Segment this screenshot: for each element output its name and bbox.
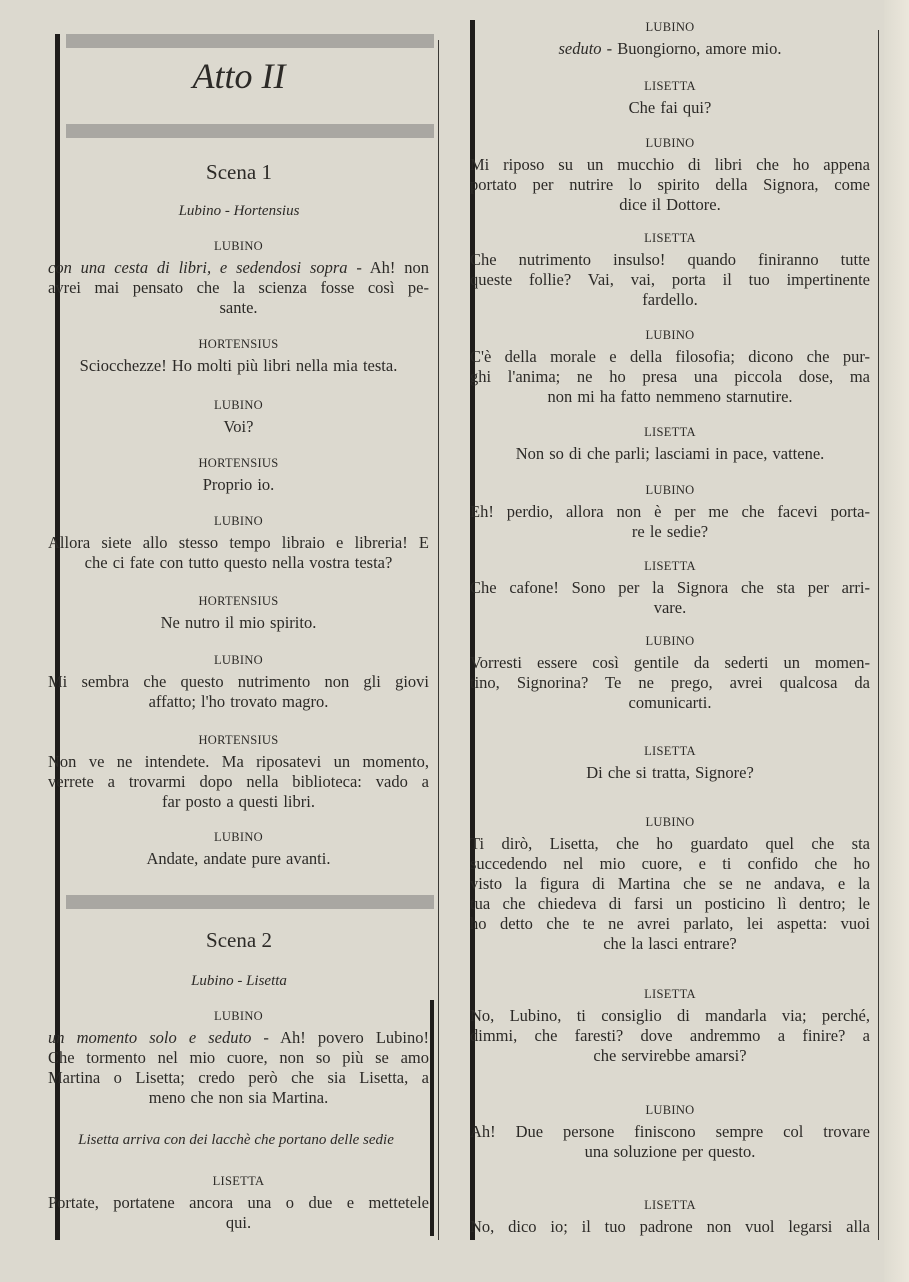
speech-line: Mi sembra che questo nutrimento non gli giovi (48, 672, 429, 691)
scene-characters: Lubino - Lisetta (191, 973, 287, 989)
speech-line: ho detto che te ne avrei parlato, lei aspetta: vuoi (470, 914, 870, 933)
speech-line: una soluzione per questo. (584, 1142, 756, 1161)
speech-block (48, 336, 429, 376)
speaker-name: LUBINO (645, 136, 695, 150)
speaker-name: LISETTA (644, 1198, 696, 1212)
speech-line: Portate, portatene ancora una o due e mettetele (48, 1193, 429, 1212)
speech-line: comunicarti. (628, 693, 712, 712)
speaker-name: LUBINO (645, 634, 695, 648)
speaker-name: LUBINO (213, 1009, 264, 1023)
stage-direction-inline: un momento solo e seduto (48, 1028, 252, 1047)
speech-block (470, 19, 870, 59)
speech-line: che la lasci entrare? (603, 934, 737, 953)
speech-block (470, 986, 870, 1066)
speech-line: far posto a questi libri. (162, 792, 315, 811)
speech-line: C'è della morale e della filosofia; dicono che pur- (470, 347, 870, 366)
speech-line: fardello. (642, 290, 698, 309)
speech-line: Sciocchezze! Ho molti più libri nella mia testa. (79, 356, 398, 375)
speech-line: Che cafone! Sono per la Signora che sta per arri- (470, 578, 870, 597)
section-bar (66, 34, 434, 48)
speech-block (470, 1197, 870, 1237)
speech-line: dice il Dottore. (619, 195, 721, 214)
speech-block (470, 1102, 870, 1162)
section-bar (66, 124, 434, 138)
speech-line: Proprio io. (202, 475, 275, 494)
speech-line: Vorresti essere così gentile da sederti un momen- (470, 653, 870, 672)
speech-block (48, 652, 429, 712)
speech-line: Che tormento nel mio cuore, non so più se amo (48, 1048, 429, 1067)
speaker-name: LISETTA (644, 559, 696, 573)
speech-line: che ci fate con tutto questo nella vostra testa? (84, 553, 393, 572)
speech-line: verrete a trovarmi dopo nella biblioteca: vado a (48, 772, 429, 791)
speaker-name: HORTENSIUS (198, 594, 279, 608)
right-column-right-rule (878, 30, 879, 1240)
speech-line: No, Lubino, ti consiglio di mandarla via; perché, (470, 1006, 870, 1025)
left-column-right-rule (438, 40, 439, 1240)
speaker-name: LISETTA (212, 1174, 265, 1188)
speaker-name: LISETTA (644, 425, 696, 439)
speech-line: non mi ha fatto nemmeno starnutire. (547, 387, 793, 406)
speech-line: affatto; l'ho trovato magro. (148, 692, 329, 711)
speech-block (48, 397, 429, 437)
speaker-name: LUBINO (645, 483, 695, 497)
speech-block (470, 814, 870, 954)
speaker-name: LUBINO (213, 514, 264, 528)
speech-line: succedendo nel mio cuore, e ti confido che ho (470, 854, 870, 873)
speech-line: Mi riposo su un mucchio di libri che ho appena (470, 155, 870, 174)
speech-line: vare. (653, 598, 687, 617)
speech-line: Eh! perdio, allora non è per me che facevi porta- (470, 502, 870, 521)
scene-title: Scena 1 (206, 160, 272, 184)
speaker-name: LUBINO (645, 815, 695, 829)
speech-line: Ne nutro il mio spirito. (160, 613, 317, 632)
speech-block (470, 78, 870, 118)
speech-line: Ti dirò, Lisetta, che ho guardato quel che sta (470, 834, 870, 853)
speech-block (48, 1008, 429, 1108)
speaker-name: HORTENSIUS (198, 733, 279, 747)
speech-block (48, 829, 429, 869)
scene-title: Scena 2 (206, 928, 272, 952)
speech-line: un momento solo e seduto - Ah! povero Lubino! (48, 1028, 429, 1047)
speech-line: qui. (225, 1213, 252, 1232)
stage-direction: Lisetta arriva con dei lacchè che portano delle sedie (78, 1132, 394, 1148)
left-column-right-rule-bold (430, 1000, 434, 1236)
speaker-name: LISETTA (644, 231, 696, 245)
speech-block (48, 1173, 429, 1233)
speech-line: con una cesta di libri, e sedendosi sopra - Ah! non (48, 258, 429, 277)
speech-line: Ah! Due persone finiscono sempre col trovare (470, 1122, 870, 1141)
scene-characters: Lubino - Hortensius (178, 203, 300, 219)
speaker-name: HORTENSIUS (198, 337, 279, 351)
speech-line: meno che non sia Martina. (148, 1088, 329, 1107)
speech-line: Voi? (223, 417, 254, 436)
speech-block (470, 327, 870, 407)
speech-line: tua che chiedeva di farsi un posticino lì dentro; le (470, 894, 870, 913)
page-edge (884, 0, 909, 1282)
speech-block (470, 633, 870, 713)
speech-block (470, 482, 870, 542)
speech-block (470, 558, 870, 618)
speech-block (48, 593, 429, 633)
speaker-name: LUBINO (213, 653, 264, 667)
speech-line: Che nutrimento insulso! quando finiranno tutte (470, 250, 870, 269)
speech-line: portato per nutrire lo spirito della Signora, come (470, 175, 870, 194)
speech-line: ghi l'anima; ne ho presa una piccola dose, ma (470, 367, 870, 386)
speech-block (48, 732, 429, 812)
speech-line: Non so di che parli; lasciami in pace, vattene. (515, 444, 825, 463)
speech-line: sante. (219, 298, 258, 317)
speaker-name: LUBINO (213, 239, 264, 253)
stage-direction-inline: con una cesta di libri, e sedendosi sopra (48, 258, 348, 277)
speech-line: che servirebbe amarsi? (593, 1046, 747, 1065)
speech-line: Non ve ne intendete. Ma riposatevi un momento, (48, 752, 429, 771)
speech-line: avrei mai pensato che la scienza fosse così pe- (48, 278, 429, 297)
speaker-name: LISETTA (644, 79, 696, 93)
speech-line: Martina o Lisetta; credo però che sia Lisetta, a (48, 1068, 429, 1087)
speaker-name: LISETTA (644, 987, 696, 1001)
speech-block (48, 513, 429, 573)
speech-line: Allora siete allo stesso tempo libraio e libreria! E (48, 533, 429, 552)
speech-block (470, 135, 870, 215)
speaker-name: LUBINO (645, 20, 695, 34)
section-bar (66, 895, 434, 909)
speech-line: Che fai qui? (628, 98, 712, 117)
speaker-name: LISETTA (644, 744, 696, 758)
speaker-name: LUBINO (213, 398, 264, 412)
stage-direction-inline: seduto (558, 39, 602, 58)
speech-block (470, 743, 870, 783)
speech-block (48, 455, 429, 495)
speech-line: seduto - Buongiorno, amore mio. (558, 39, 782, 58)
speech-block (470, 424, 870, 464)
speech-block (470, 230, 870, 310)
speech-line: visto la figura di Martina che se ne andava, e la (470, 874, 870, 893)
speech-line: No, dico io; il tuo padrone non vuol legarsi alla (470, 1217, 870, 1236)
speech-line: dimmi, che faresti? dove andremmo a finire? a (470, 1026, 870, 1045)
speaker-name: LUBINO (645, 1103, 695, 1117)
speech-line: Andate, andate pure avanti. (146, 849, 331, 868)
speaker-name: HORTENSIUS (198, 456, 279, 470)
act-title: Atto II (192, 56, 286, 96)
speaker-name: LUBINO (213, 830, 264, 844)
speaker-name: LUBINO (645, 328, 695, 342)
speech-line: tino, Signorina? Te ne prego, avrei qualcosa da (470, 673, 870, 692)
speech-line: re le sedie? (631, 522, 709, 541)
speech-block (48, 238, 429, 318)
speech-line: Di che si tratta, Signore? (586, 763, 754, 782)
speech-line: queste follie? Vai, vai, porta il tuo impertinente (470, 270, 870, 289)
